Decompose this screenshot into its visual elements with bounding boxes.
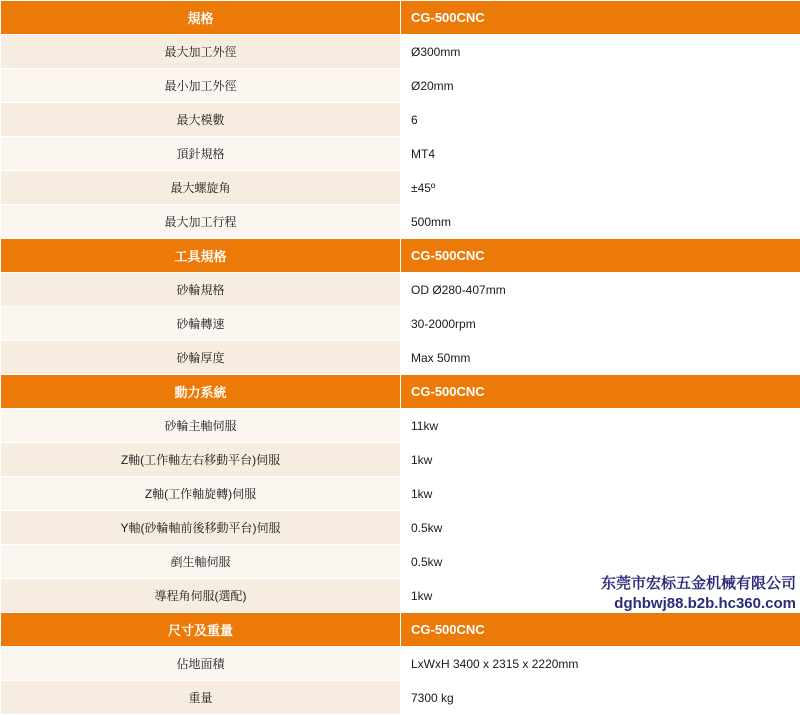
- table-row: [1, 477, 800, 511]
- spec-value: 0.5kw: [401, 511, 800, 545]
- spec-value: 7300 kg: [401, 681, 800, 715]
- spec-label: 佔地面積: [1, 647, 401, 681]
- table-row: [1, 137, 800, 171]
- spec-value: 1kw: [401, 579, 800, 613]
- spec-value: Ø20mm: [401, 69, 800, 103]
- spec-label: 最大加工行程: [1, 205, 401, 239]
- watermark-company: 东莞市宏标五金机械有限公司: [601, 574, 796, 594]
- spec-label: 重量: [1, 681, 401, 715]
- spec-label: 頂針規格: [1, 137, 401, 171]
- spec-value: OD Ø280-407mm: [401, 273, 800, 307]
- spec-label: 最小加工外徑: [1, 69, 401, 103]
- spec-value: 0.5kw: [401, 545, 800, 579]
- spec-value: 30-2000rpm: [401, 307, 800, 341]
- table-row: [1, 273, 800, 307]
- spec-label: Z軸(工作軸左右移動平台)伺服: [1, 443, 401, 477]
- section-model: CG-500CNC: [401, 239, 800, 273]
- table-row: [1, 69, 800, 103]
- section-header-row: [1, 239, 800, 273]
- section-label: 動力系統: [1, 375, 401, 409]
- section-model: CG-500CNC: [401, 375, 800, 409]
- spec-value: Max 50mm: [401, 341, 800, 375]
- spec-label: Y軸(砂輪軸前後移動平台)伺服: [1, 511, 401, 545]
- section-model: CG-500CNC: [401, 1, 800, 35]
- spec-value: ±45º: [401, 171, 800, 205]
- watermark-url: dghbwj88.b2b.hc360.com: [601, 594, 796, 614]
- spec-label: 砂輪轉速: [1, 307, 401, 341]
- spec-label: 剷生軸伺服: [1, 545, 401, 579]
- table-row: [1, 681, 800, 715]
- spec-value: 1kw: [401, 443, 800, 477]
- section-header-row: [1, 613, 800, 647]
- spec-value: 6: [401, 103, 800, 137]
- spec-label: 導程角伺服(選配): [1, 579, 401, 613]
- spec-value: 500mm: [401, 205, 800, 239]
- section-label: 尺寸及重量: [1, 613, 401, 647]
- section-model: CG-500CNC: [401, 613, 800, 647]
- section-header-row: [1, 375, 800, 409]
- spec-label: Z軸(工作軸旋轉)伺服: [1, 477, 401, 511]
- spec-label: 砂輪厚度: [1, 341, 401, 375]
- specification-table-body: [1, 1, 800, 715]
- section-label: 工具規格: [1, 239, 401, 273]
- spec-value: 1kw: [401, 477, 800, 511]
- table-row: [1, 579, 800, 613]
- table-row: [1, 103, 800, 137]
- spec-value: Ø300mm: [401, 35, 800, 69]
- table-row: [1, 409, 800, 443]
- table-row: [1, 545, 800, 579]
- spec-value: 11kw: [401, 409, 800, 443]
- spec-label: 砂輪主軸伺服: [1, 409, 401, 443]
- table-row: [1, 443, 800, 477]
- table-row: [1, 307, 800, 341]
- table-row: [1, 341, 800, 375]
- table-row: [1, 35, 800, 69]
- spec-label: 砂輪規格: [1, 273, 401, 307]
- table-row: [1, 647, 800, 681]
- table-row: [1, 511, 800, 545]
- table-row: [1, 205, 800, 239]
- spec-label: 最大加工外徑: [1, 35, 401, 69]
- section-header-row: [1, 1, 800, 35]
- spec-label: 最大模數: [1, 103, 401, 137]
- spec-value: MT4: [401, 137, 800, 171]
- spec-label: 最大螺旋角: [1, 171, 401, 205]
- spec-value: LxWxH 3400 x 2315 x 2220mm: [401, 647, 800, 681]
- section-label: 規格: [1, 1, 401, 35]
- table-row: [1, 171, 800, 205]
